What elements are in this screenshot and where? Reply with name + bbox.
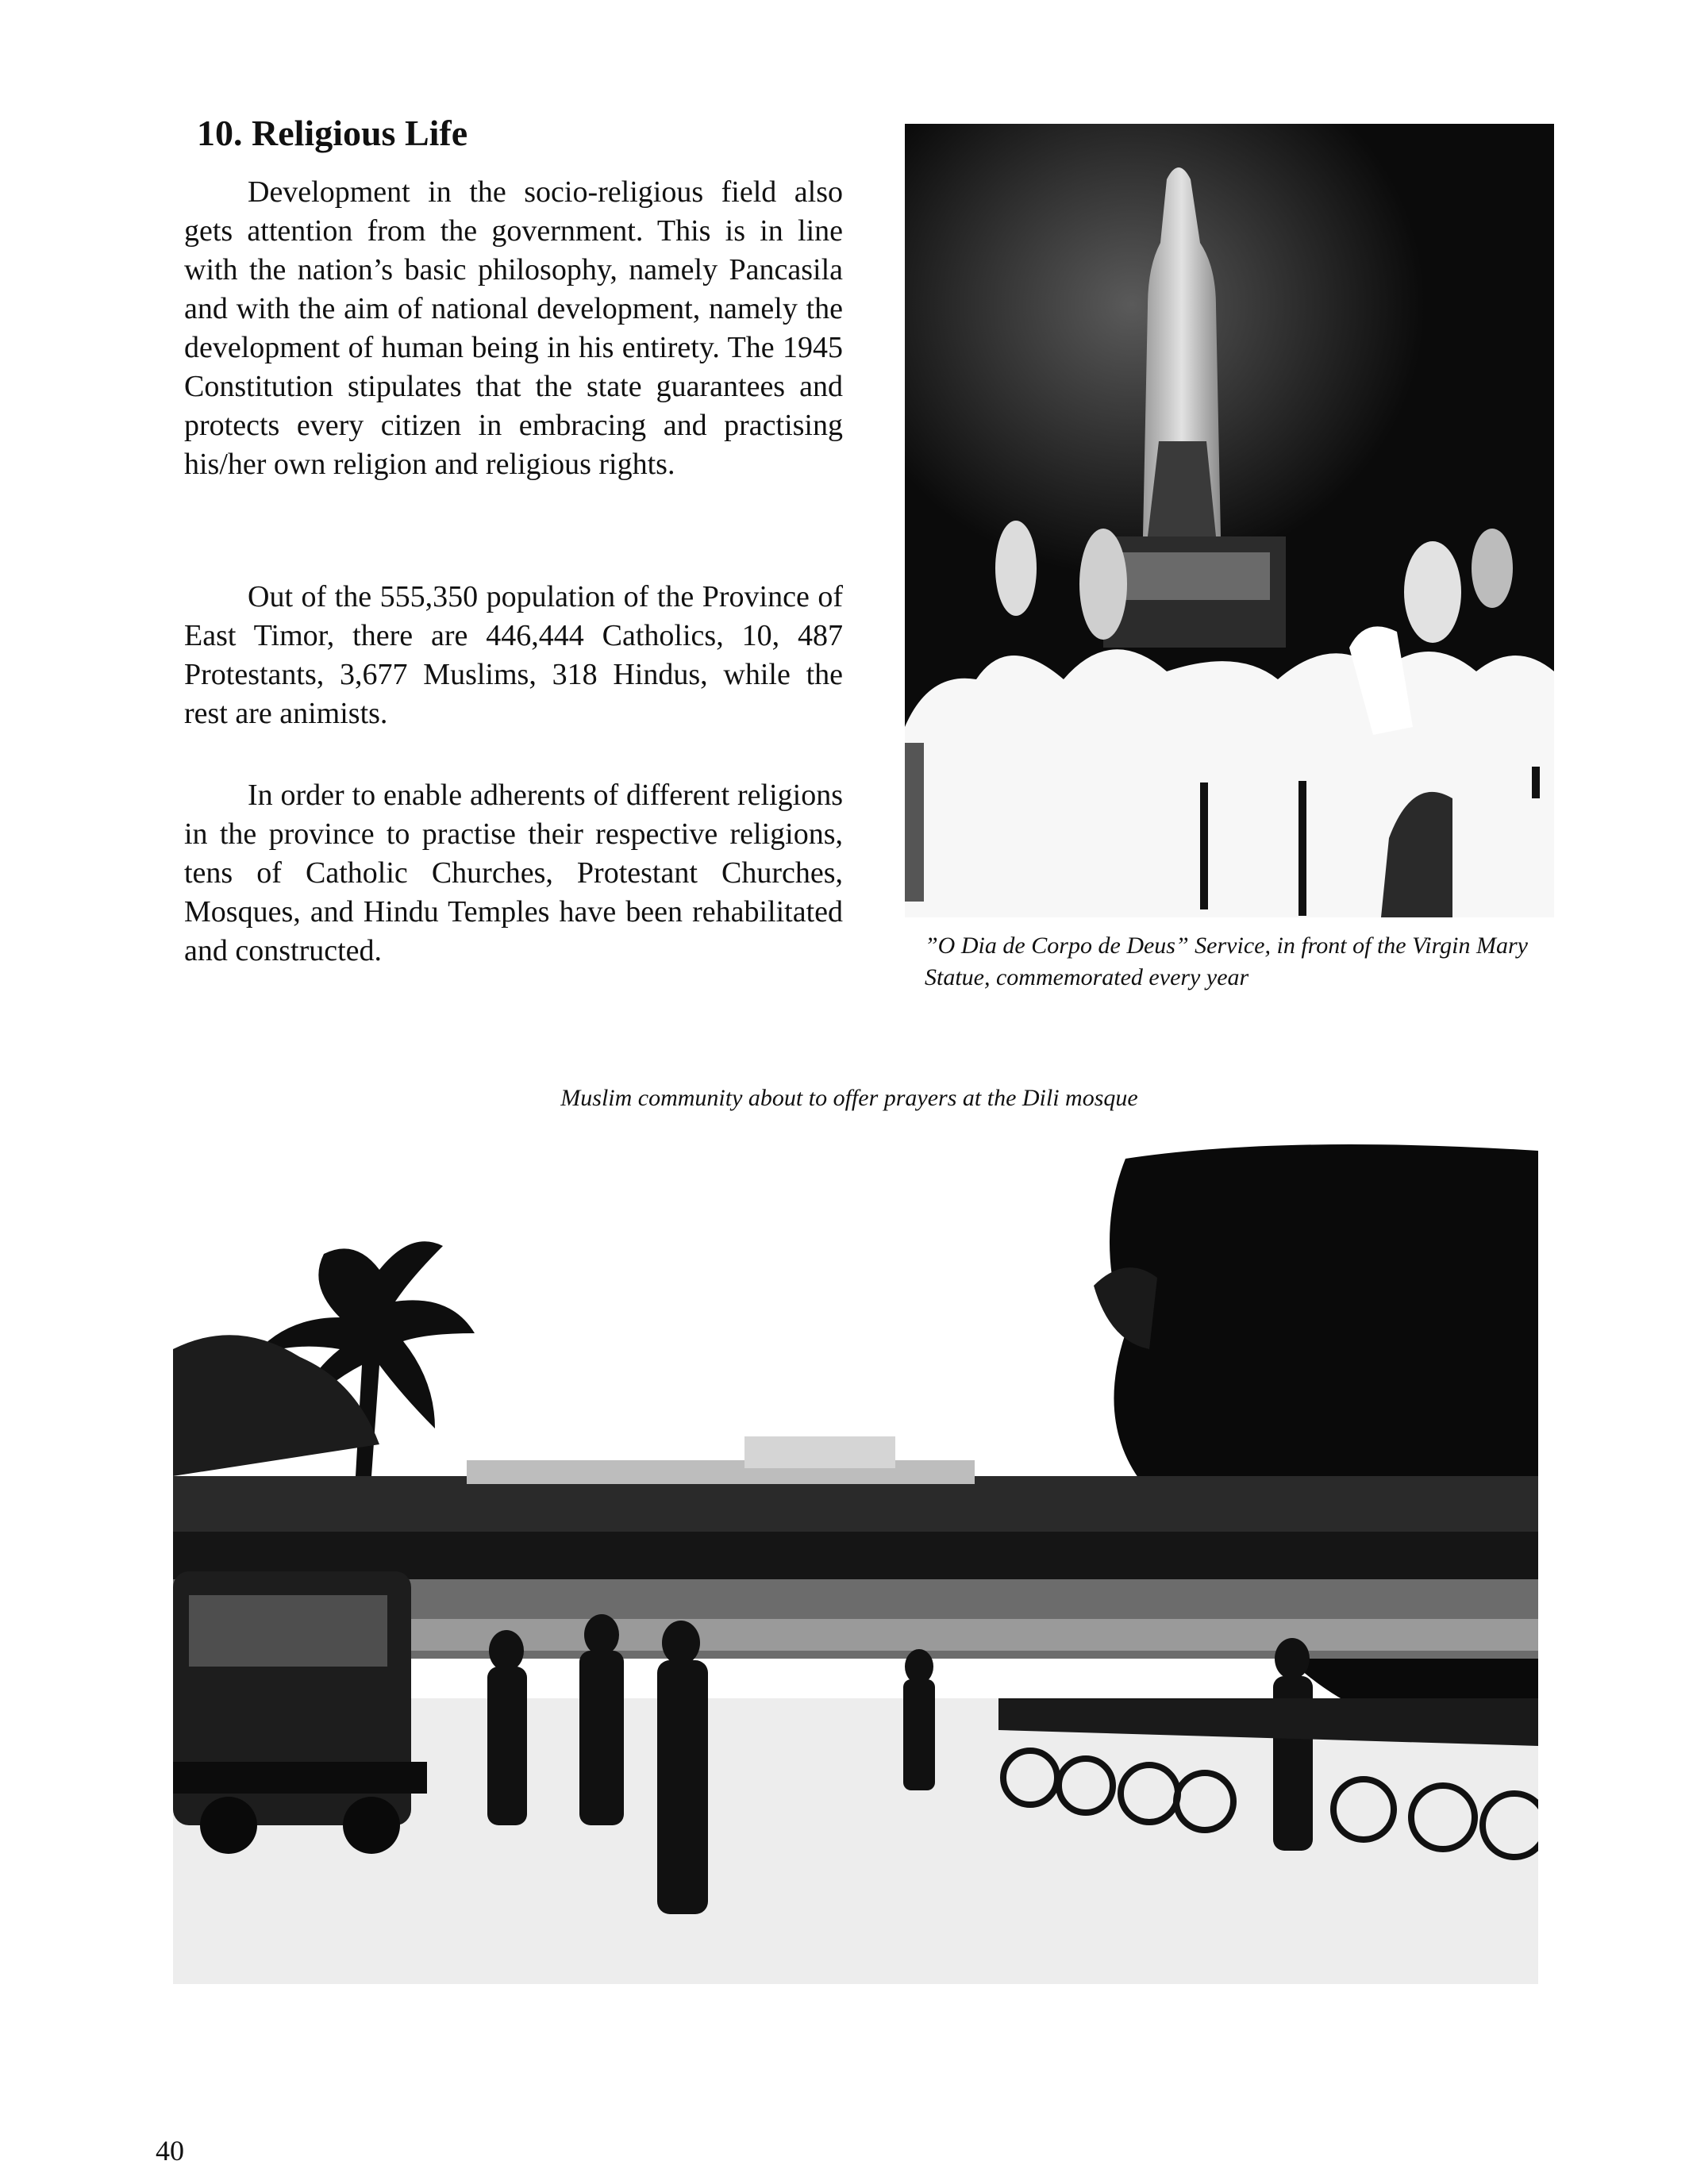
body-paragraph-1 (184, 173, 843, 484)
body-paragraph-3 (184, 776, 843, 971)
paragraph-text: In order to enable adherents of different religions in the province to practise their respective religions, tens of Catholic Churches, Protestant Churches, Mosques, and Hindu Temples have been rehabilitated and constructed. (184, 779, 843, 967)
paragraph-text: Out of the 555,350 population of the Province of East Timor, there are 446,444 Catholics, 10, 487 Protestants, 3,677 Muslims, 318 Hindus, while the rest are animists. (184, 580, 843, 730)
page-number: 40 (156, 2135, 184, 2167)
dili-mosque-photo (173, 1143, 1538, 1984)
paragraph-text: Development in the socio-religious field also gets attention from the government. This is in line with the nation’s basic philosophy, namely Pancasila and with the aim of national development, namely the development of human being in his entirety. The 1945 Constitution stipulates that the state guarantees and protects every citizen in embracing and practising his/her own religion and religious rights. (184, 175, 843, 481)
mosque-photo-illustration (173, 1143, 1538, 1984)
statue-photo-caption: ”O Dia de Corpo de Deus” Service, in front of the Virgin Mary Statue, commemorated every year (925, 932, 1528, 990)
body-paragraph-2 (184, 578, 843, 733)
mosque-photo-caption: Muslim community about to offer prayers at the Dili mosque (560, 1085, 1138, 1111)
section-heading: 10. Religious Life (197, 113, 468, 153)
statue-procession-photo (905, 124, 1554, 917)
statue-photo-illustration (905, 124, 1554, 917)
